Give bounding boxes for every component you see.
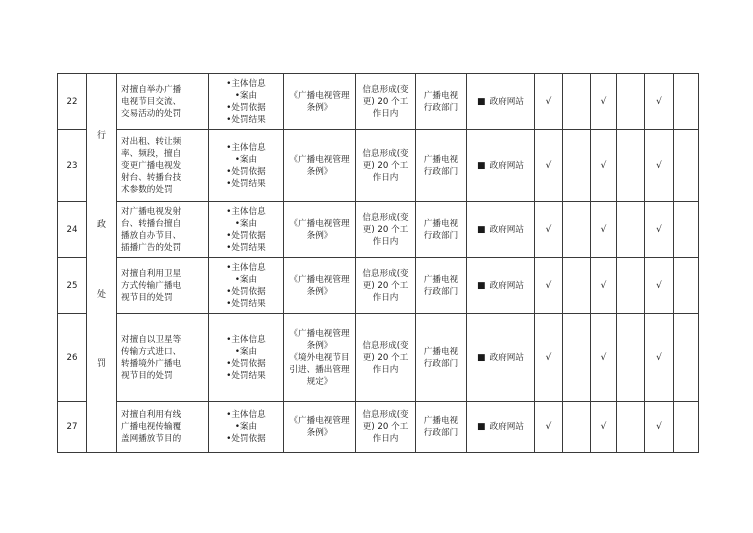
cell-line: 视节目的处罚 [121,370,173,381]
checkmark-cell [617,314,645,402]
checkmark-cell: √ [535,74,563,130]
elements-cell [209,202,284,258]
row-number: 24 [58,202,87,258]
cell-line: •案由 [234,422,258,432]
cell-line: 作日内 [372,434,399,444]
cell-line: 广播电视 [423,346,459,357]
cell-line: •案由 [234,90,258,101]
category-char: 处 [96,290,106,300]
cell-line: 《广播电视管理 [289,218,350,229]
cell-line: 条例》 [306,166,333,177]
cell-line: 行政部门 [423,166,459,177]
checkmark-cell: √ [645,74,674,130]
cell-line: 《广播电视管理 [289,416,350,426]
cell-line: 对擅自利用卫星 [121,268,182,279]
cell-line: 《境外电视节目 [289,352,350,363]
dept-cell [416,314,467,402]
cell-line: •主体信息 [226,334,266,345]
channel-label: 政府网站 [489,280,524,291]
cell-line: 更) 20 个工 [362,422,409,432]
cell-line: •处罚依据 [226,286,266,297]
cell-line: 交易活动的处罚 [121,108,182,119]
channel-cell [467,258,535,314]
cell-line: •处罚结果 [226,114,266,125]
cell-line: 广播电视传输覆 [121,422,182,432]
checkmark-cell [674,202,699,258]
cell-line: •处罚结果 [226,178,266,189]
item-cell [117,314,209,402]
cell-line: 条例》 [306,286,333,297]
item-cell [117,202,209,258]
cell-line: •处罚结果 [226,242,266,253]
checkmark-cell [617,402,645,453]
cell-line: 作日内 [372,236,399,247]
table-row [58,258,699,314]
cell-line: 广播电视 [423,154,459,165]
elements-cell [209,130,284,202]
basis-cell [284,314,356,402]
checkmark-cell: √ [591,314,617,402]
row-number: 23 [58,130,87,202]
elements-cell [209,258,284,314]
checkmark-cell [674,314,699,402]
square-bullet-icon: ■ [477,160,486,171]
table-row [58,202,699,258]
checkmark-cell: √ [591,402,617,453]
checkmark-cell: √ [535,130,563,202]
timeline-cell [356,74,416,130]
cell-line: 更) 20 个工 [362,280,409,291]
channel-cell [467,314,535,402]
checkmark-cell [563,402,591,453]
cell-line: 信息形成(变 [362,212,409,223]
checkmark-cell [563,130,591,202]
table-row [58,74,699,130]
cell-line: 对擅自举办广播 [121,84,182,95]
cell-line: •主体信息 [226,206,266,217]
cell-line: 对擅自以卫星等 [121,334,182,345]
cell-line: 引进、播出管理 [289,364,350,375]
row-number: 22 [58,74,87,130]
cell-line: 信息形成(变 [362,340,409,351]
checkmark-cell [617,258,645,314]
channel-cell [467,202,535,258]
table-row [58,130,699,202]
checkmark-cell [617,202,645,258]
category-char: 政 [96,220,106,230]
cell-line: 条例》 [306,230,333,241]
cell-line: •主体信息 [226,410,266,420]
cell-line: 对广播电视发射 [121,206,182,217]
table-row [58,402,699,453]
square-bullet-icon: ■ [477,280,486,291]
cell-line: 广播电视 [423,90,459,101]
row-number: 25 [58,258,87,314]
cell-line: 行政部门 [423,230,459,241]
elements-cell [209,74,284,130]
cell-line: 广播电视 [423,218,459,229]
item-cell [117,74,209,130]
cell-line: 行政部门 [423,102,459,113]
timeline-cell [356,202,416,258]
cell-line: •案由 [234,274,258,285]
checkmark-cell: √ [591,202,617,258]
cell-line: 信息形成(变 [362,268,409,279]
timeline-cell [356,258,416,314]
cell-line: •处罚依据 [226,358,266,369]
cell-line: •案由 [234,154,258,165]
checkmark-cell: √ [645,202,674,258]
category-char: 罚 [96,359,106,369]
basis-cell [284,402,356,453]
cell-line: 方式传输广播电 [121,280,182,291]
elements-cell [209,402,284,453]
cell-line: 《广播电视管理 [289,154,350,165]
cell-line: 播放自办节目、 [121,230,182,241]
channel-label: 政府网站 [489,96,524,107]
table-row [58,314,699,402]
checkmark-cell [674,130,699,202]
dept-cell [416,130,467,202]
checkmark-cell [617,74,645,130]
cell-line: •处罚结果 [226,370,266,381]
cell-line: •主体信息 [226,262,266,273]
checkmark-cell: √ [645,314,674,402]
channel-label: 政府网站 [489,224,524,235]
checkmark-cell [563,314,591,402]
cell-line: 信息形成(变 [362,84,409,95]
checkmark-cell: √ [535,402,563,453]
cell-line: 插播广告的处罚 [121,242,182,253]
checkmark-cell [563,258,591,314]
basis-cell [284,258,356,314]
cell-line: 台、转播台擅自 [121,218,182,229]
cell-line: 盖网播放节目的 [121,434,182,444]
square-bullet-icon: ■ [477,96,486,107]
checkmark-cell: √ [645,258,674,314]
cell-line: •处罚结果 [226,298,266,309]
category-char: 行 [96,131,106,141]
channel-cell [467,130,535,202]
checkmark-cell: √ [645,130,674,202]
basis-cell [284,202,356,258]
cell-line: 电视节目交流、 [121,96,182,107]
dept-cell [416,74,467,130]
cell-line: 广播电视 [423,274,459,285]
cell-line: 更) 20 个工 [362,352,409,363]
cell-line: 作日内 [372,364,399,375]
cell-line: 《广播电视管理 [289,328,350,339]
cell-line: 条例》 [306,428,333,438]
checkmark-cell [674,402,699,453]
cell-line: 信息形成(变 [362,410,409,420]
checkmark-cell: √ [535,202,563,258]
cell-line: 射台、转播台技 [121,172,182,183]
cell-line: •案由 [234,218,258,229]
dept-cell [416,258,467,314]
timeline-cell [356,130,416,202]
cell-line: •处罚依据 [226,230,266,241]
cell-line: 《广播电视管理 [289,274,350,285]
item-cell [117,402,209,453]
cell-line: 变更广播电视发 [121,160,182,171]
cell-line: 作日内 [372,292,399,303]
dept-cell [416,402,467,453]
checkmark-cell: √ [535,258,563,314]
cell-line: 率、频段，擅自 [121,148,182,159]
checkmark-cell: √ [591,258,617,314]
square-bullet-icon: ■ [477,352,486,363]
channel-label: 政府网站 [489,160,524,171]
basis-cell [284,74,356,130]
disclosure-table [57,73,699,453]
item-cell [117,130,209,202]
checkmark-cell: √ [535,314,563,402]
cell-line: 更) 20 个工 [362,224,409,235]
cell-line: •处罚依据 [226,166,266,177]
row-number: 26 [58,314,87,402]
cell-line: 传输方式进口、 [121,346,182,357]
cell-line: 更) 20 个工 [362,96,409,107]
dept-cell [416,202,467,258]
cell-line: 条例》 [306,340,333,351]
channel-cell [467,402,535,453]
cell-line: 转播境外广播电 [121,358,182,369]
cell-line: 行政部门 [423,428,459,438]
cell-line: 视节目的处罚 [121,292,173,303]
row-number: 27 [58,402,87,453]
channel-label: 政府网站 [489,422,524,432]
checkmark-cell: √ [591,130,617,202]
checkmark-cell [563,74,591,130]
basis-cell [284,130,356,202]
cell-line: •处罚依据 [226,434,266,444]
cell-line: 行政部门 [423,358,459,369]
elements-cell [209,314,284,402]
category-cell [87,74,117,453]
checkmark-cell [563,202,591,258]
cell-line: 规定》 [306,376,333,387]
cell-line: •处罚依据 [226,102,266,113]
cell-line: 广播电视 [423,416,459,426]
cell-line: •主体信息 [226,142,266,153]
cell-line: •案由 [234,346,258,357]
cell-line: 对出租、转让频 [121,136,182,147]
cell-line: 作日内 [372,108,399,119]
checkmark-cell [674,258,699,314]
item-cell [117,258,209,314]
checkmark-cell: √ [591,74,617,130]
checkmark-cell: √ [645,402,674,453]
cell-line: 《广播电视管理 [289,90,350,101]
timeline-cell [356,314,416,402]
cell-line: 对擅自利用有线 [121,410,182,420]
checkmark-cell [617,130,645,202]
cell-line: •主体信息 [226,78,266,89]
cell-line: 行政部门 [423,286,459,297]
channel-label: 政府网站 [489,352,524,363]
cell-line: 条例》 [306,102,333,113]
checkmark-cell [674,74,699,130]
timeline-cell [356,402,416,453]
cell-line: 作日内 [372,172,399,183]
cell-line: 更) 20 个工 [362,160,409,171]
square-bullet-icon: ■ [477,224,486,235]
cell-line: 术参数的处罚 [121,184,173,195]
channel-cell [467,74,535,130]
cell-line: 信息形成(变 [362,148,409,159]
square-bullet-icon: ■ [477,422,486,432]
